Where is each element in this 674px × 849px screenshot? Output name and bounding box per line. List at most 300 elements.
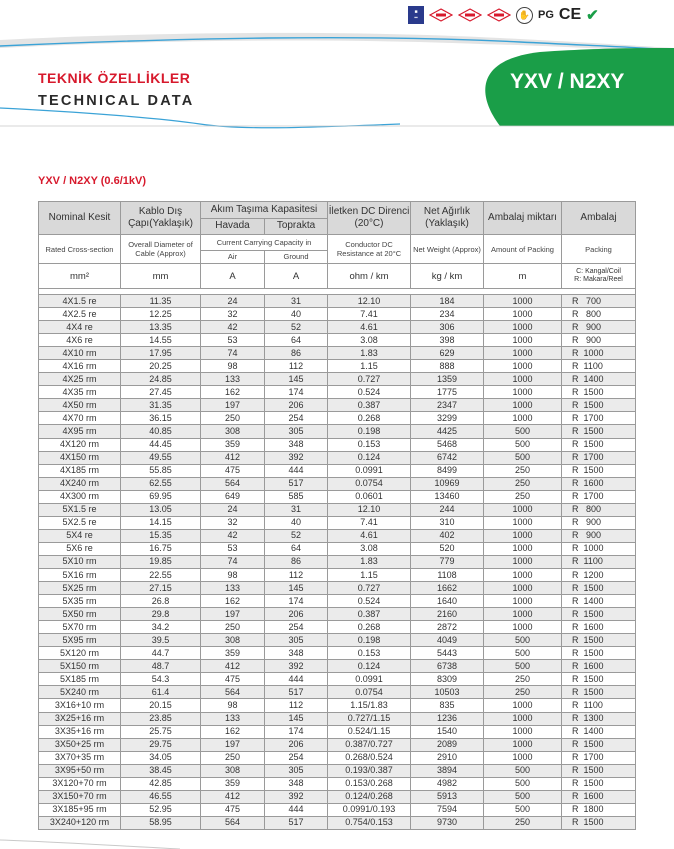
unit-weight: kg / km bbox=[411, 264, 484, 289]
cell-cross-section: 4X16 rm bbox=[39, 360, 121, 373]
cell-packing-amount: 1000 bbox=[484, 308, 562, 321]
cell-net-weight: 835 bbox=[411, 699, 484, 712]
cell-dc-resistance: 0.0754 bbox=[328, 477, 411, 490]
cell-packing-type: R 1000 bbox=[562, 347, 636, 360]
cell-net-weight: 10503 bbox=[411, 686, 484, 699]
cell-packing-type: R 1400 bbox=[562, 725, 636, 738]
cell-current-air: 359 bbox=[201, 777, 265, 790]
cell-current-air: 32 bbox=[201, 516, 265, 529]
header-air: Havada bbox=[201, 218, 265, 235]
cell-packing-type: R 1500 bbox=[562, 582, 636, 595]
cell-dc-resistance: 0.124 bbox=[328, 660, 411, 673]
cell-current-air: 564 bbox=[201, 477, 265, 490]
cell-packing-type: R 1500 bbox=[562, 425, 636, 438]
cell-packing-amount: 1000 bbox=[484, 412, 562, 425]
cell-packing-amount: 1000 bbox=[484, 529, 562, 542]
cell-cross-section: 4X185 rm bbox=[39, 464, 121, 477]
hand-mark-icon: ✋ bbox=[516, 7, 533, 24]
cell-current-ground: 64 bbox=[265, 334, 328, 347]
cell-current-air: 308 bbox=[201, 425, 265, 438]
table-row bbox=[39, 621, 636, 634]
cell-diameter: 44.7 bbox=[121, 647, 201, 660]
table-row bbox=[39, 568, 636, 581]
unit-amount: m bbox=[484, 264, 562, 289]
cell-current-air: 24 bbox=[201, 503, 265, 516]
cell-cross-section: 3X35+16 rm bbox=[39, 725, 121, 738]
cell-dc-resistance: 0.124 bbox=[328, 451, 411, 464]
cell-dc-resistance: 7.41 bbox=[328, 516, 411, 529]
cell-diameter: 52.95 bbox=[121, 803, 201, 816]
cell-net-weight: 5443 bbox=[411, 647, 484, 660]
cell-current-air: 250 bbox=[201, 751, 265, 764]
table-row bbox=[39, 686, 636, 699]
cell-current-ground: 40 bbox=[265, 308, 328, 321]
cell-packing-amount: 1000 bbox=[484, 321, 562, 334]
cell-current-ground: 174 bbox=[265, 725, 328, 738]
check-mark-icon: ✔ bbox=[586, 7, 599, 24]
table-row bbox=[39, 542, 636, 555]
header-dc: İletken DC Direnci (20°C) bbox=[328, 202, 411, 235]
table-row bbox=[39, 451, 636, 464]
diamond-badge-icon bbox=[458, 8, 482, 22]
cell-net-weight: 8309 bbox=[411, 673, 484, 686]
ce-mark-icon: CE bbox=[558, 6, 582, 23]
table-row bbox=[39, 699, 636, 712]
cell-packing-type: R 1200 bbox=[562, 568, 636, 581]
table-row bbox=[39, 790, 636, 803]
header-blue-underline bbox=[0, 108, 400, 128]
header-en-amount: Amount of Packing bbox=[484, 235, 562, 264]
cell-packing-amount: 1000 bbox=[484, 738, 562, 751]
cell-packing-amount: 1000 bbox=[484, 699, 562, 712]
cell-packing-type: R 800 bbox=[562, 308, 636, 321]
table-row bbox=[39, 438, 636, 451]
cell-packing-type: R 1500 bbox=[562, 608, 636, 621]
cell-packing-amount: 250 bbox=[484, 490, 562, 503]
cell-current-air: 359 bbox=[201, 647, 265, 660]
table-row bbox=[39, 777, 636, 790]
cell-net-weight: 3299 bbox=[411, 412, 484, 425]
table-row bbox=[39, 477, 636, 490]
cell-packing-amount: 500 bbox=[484, 790, 562, 803]
cell-diameter: 46.55 bbox=[121, 790, 201, 803]
cell-current-ground: 348 bbox=[265, 777, 328, 790]
cell-dc-resistance: 1.83 bbox=[328, 555, 411, 568]
header-packing: Ambalaj bbox=[562, 202, 636, 235]
cell-net-weight: 629 bbox=[411, 347, 484, 360]
cell-cross-section: 5X185 rm bbox=[39, 673, 121, 686]
cell-packing-amount: 500 bbox=[484, 451, 562, 464]
cell-current-ground: 31 bbox=[265, 503, 328, 516]
cell-packing-amount: 1000 bbox=[484, 503, 562, 516]
cell-packing-amount: 500 bbox=[484, 660, 562, 673]
cell-net-weight: 1540 bbox=[411, 725, 484, 738]
cell-packing-type: R 1300 bbox=[562, 712, 636, 725]
cell-current-ground: 517 bbox=[265, 477, 328, 490]
title-turkish: TEKNİK ÖZELLİKLER bbox=[38, 70, 191, 86]
cell-cross-section: 5X1.5 re bbox=[39, 503, 121, 516]
cell-packing-amount: 1000 bbox=[484, 712, 562, 725]
cell-packing-amount: 500 bbox=[484, 647, 562, 660]
cell-packing-type: R 1500 bbox=[562, 647, 636, 660]
cell-dc-resistance: 0.0754 bbox=[328, 686, 411, 699]
cell-diameter: 20.25 bbox=[121, 360, 201, 373]
cell-current-ground: 348 bbox=[265, 438, 328, 451]
cell-cross-section: 4X10 rm bbox=[39, 347, 121, 360]
table-row bbox=[39, 738, 636, 751]
table-row bbox=[39, 464, 636, 477]
cell-net-weight: 306 bbox=[411, 321, 484, 334]
cell-packing-amount: 1000 bbox=[484, 360, 562, 373]
cell-packing-type: R 1600 bbox=[562, 477, 636, 490]
cell-packing-amount: 1000 bbox=[484, 608, 562, 621]
cell-dc-resistance: 0.268 bbox=[328, 621, 411, 634]
header-ground: Toprakta bbox=[265, 218, 328, 235]
cell-net-weight: 9730 bbox=[411, 816, 484, 829]
cell-current-ground: 145 bbox=[265, 582, 328, 595]
unit-diameter: mm bbox=[121, 264, 201, 289]
cell-diameter: 38.45 bbox=[121, 764, 201, 777]
cell-cross-section: 5X25 rm bbox=[39, 582, 121, 595]
cell-net-weight: 4982 bbox=[411, 777, 484, 790]
cell-diameter: 13.35 bbox=[121, 321, 201, 334]
cell-net-weight: 8499 bbox=[411, 464, 484, 477]
cell-current-air: 133 bbox=[201, 373, 265, 386]
cell-current-air: 197 bbox=[201, 399, 265, 412]
table-row bbox=[39, 673, 636, 686]
cell-packing-type: R 1700 bbox=[562, 412, 636, 425]
cell-current-air: 98 bbox=[201, 699, 265, 712]
cell-current-ground: 585 bbox=[265, 490, 328, 503]
cell-net-weight: 1775 bbox=[411, 386, 484, 399]
cell-dc-resistance: 0.198 bbox=[328, 634, 411, 647]
cell-current-ground: 52 bbox=[265, 321, 328, 334]
cell-current-ground: 392 bbox=[265, 451, 328, 464]
table-row bbox=[39, 321, 636, 334]
header-nominal: Nominal Kesit bbox=[39, 202, 121, 235]
diamond-badge-icon bbox=[429, 8, 453, 22]
cell-current-ground: 112 bbox=[265, 568, 328, 581]
cell-packing-type: R 1400 bbox=[562, 595, 636, 608]
cell-diameter: 49.55 bbox=[121, 451, 201, 464]
cell-cross-section: 4X6 re bbox=[39, 334, 121, 347]
cell-current-air: 475 bbox=[201, 464, 265, 477]
cell-diameter: 24.85 bbox=[121, 373, 201, 386]
cell-cross-section: 5X240 rm bbox=[39, 686, 121, 699]
cell-packing-amount: 1000 bbox=[484, 582, 562, 595]
table-row bbox=[39, 751, 636, 764]
cell-diameter: 61.4 bbox=[121, 686, 201, 699]
cell-current-ground: 444 bbox=[265, 673, 328, 686]
title-english: TECHNICAL DATA bbox=[38, 93, 195, 109]
cell-packing-amount: 500 bbox=[484, 803, 562, 816]
cell-diameter: 14.55 bbox=[121, 334, 201, 347]
cell-packing-type: R 1500 bbox=[562, 738, 636, 751]
cell-packing-amount: 250 bbox=[484, 477, 562, 490]
cell-dc-resistance: 7.41 bbox=[328, 308, 411, 321]
cell-diameter: 14.15 bbox=[121, 516, 201, 529]
cell-cross-section: 3X50+25 rm bbox=[39, 738, 121, 751]
cell-diameter: 29.8 bbox=[121, 608, 201, 621]
cell-current-ground: 206 bbox=[265, 738, 328, 751]
table-row bbox=[39, 295, 636, 308]
cell-current-air: 24 bbox=[201, 295, 265, 308]
cell-cross-section: 5X16 rm bbox=[39, 568, 121, 581]
cell-cross-section: 5X4 re bbox=[39, 529, 121, 542]
cell-net-weight: 5913 bbox=[411, 790, 484, 803]
cell-packing-type: R 1100 bbox=[562, 699, 636, 712]
cell-current-ground: 145 bbox=[265, 373, 328, 386]
table-row bbox=[39, 334, 636, 347]
cell-current-ground: 40 bbox=[265, 516, 328, 529]
cell-dc-resistance: 4.61 bbox=[328, 529, 411, 542]
cell-dc-resistance: 0.524 bbox=[328, 386, 411, 399]
brand-badge-icon: ■ ▪▪ bbox=[408, 6, 424, 24]
cell-current-ground: 444 bbox=[265, 803, 328, 816]
cell-cross-section: 4X50 rm bbox=[39, 399, 121, 412]
cell-current-air: 74 bbox=[201, 555, 265, 568]
cell-packing-amount: 1000 bbox=[484, 516, 562, 529]
cell-packing-type: R 1100 bbox=[562, 555, 636, 568]
cell-dc-resistance: 1.15 bbox=[328, 360, 411, 373]
cell-cross-section: 5X120 rm bbox=[39, 647, 121, 660]
cell-current-air: 53 bbox=[201, 542, 265, 555]
cell-current-air: 98 bbox=[201, 568, 265, 581]
cell-packing-amount: 500 bbox=[484, 634, 562, 647]
header-en-diameter: Overall Diameter of Cable (Approx) bbox=[121, 235, 201, 264]
cell-current-ground: 206 bbox=[265, 608, 328, 621]
cell-current-ground: 254 bbox=[265, 621, 328, 634]
cell-packing-amount: 500 bbox=[484, 438, 562, 451]
header-amount: Ambalaj miktarı bbox=[484, 202, 562, 235]
cell-cross-section: 5X2.5 re bbox=[39, 516, 121, 529]
cell-cross-section: 4X240 rm bbox=[39, 477, 121, 490]
cell-net-weight: 244 bbox=[411, 503, 484, 516]
cell-current-ground: 174 bbox=[265, 386, 328, 399]
cell-diameter: 55.85 bbox=[121, 464, 201, 477]
cell-current-air: 197 bbox=[201, 608, 265, 621]
cell-net-weight: 2160 bbox=[411, 608, 484, 621]
cell-dc-resistance: 0.754/0.153 bbox=[328, 816, 411, 829]
cell-diameter: 27.45 bbox=[121, 386, 201, 399]
cell-diameter: 22.55 bbox=[121, 568, 201, 581]
table-row bbox=[39, 712, 636, 725]
cell-current-air: 74 bbox=[201, 347, 265, 360]
cell-net-weight: 3894 bbox=[411, 764, 484, 777]
cell-diameter: 36.15 bbox=[121, 412, 201, 425]
cell-cross-section: 4X95 rm bbox=[39, 425, 121, 438]
cell-packing-type: R 1500 bbox=[562, 777, 636, 790]
cell-net-weight: 310 bbox=[411, 516, 484, 529]
cell-diameter: 62.55 bbox=[121, 477, 201, 490]
cell-diameter: 17.95 bbox=[121, 347, 201, 360]
cell-diameter: 16.75 bbox=[121, 542, 201, 555]
cell-net-weight: 6742 bbox=[411, 451, 484, 464]
cell-packing-amount: 1000 bbox=[484, 751, 562, 764]
cell-cross-section: 4X1.5 re bbox=[39, 295, 121, 308]
cell-dc-resistance: 0.524 bbox=[328, 595, 411, 608]
cell-packing-type: R 900 bbox=[562, 321, 636, 334]
technical-data-table bbox=[38, 201, 636, 830]
cell-packing-amount: 1000 bbox=[484, 334, 562, 347]
header-diameter: Kablo Dış Çapı(Yaklaşık) bbox=[121, 202, 201, 235]
cell-dc-resistance: 0.268 bbox=[328, 412, 411, 425]
cell-diameter: 23.85 bbox=[121, 712, 201, 725]
cell-cross-section: 3X70+35 rm bbox=[39, 751, 121, 764]
header-en-ground: Ground bbox=[265, 250, 328, 263]
cell-packing-amount: 250 bbox=[484, 816, 562, 829]
cell-cross-section: 5X50 rm bbox=[39, 608, 121, 621]
cell-cross-section: 5X70 rm bbox=[39, 621, 121, 634]
table-row bbox=[39, 490, 636, 503]
cell-net-weight: 1108 bbox=[411, 568, 484, 581]
table-row bbox=[39, 308, 636, 321]
table-row bbox=[39, 725, 636, 738]
cell-dc-resistance: 0.387 bbox=[328, 608, 411, 621]
table-row bbox=[39, 399, 636, 412]
cell-packing-type: R 1800 bbox=[562, 803, 636, 816]
cell-packing-type: R 1100 bbox=[562, 360, 636, 373]
cell-cross-section: 4X120 rm bbox=[39, 438, 121, 451]
table-row bbox=[39, 503, 636, 516]
cell-diameter: 26.8 bbox=[121, 595, 201, 608]
cell-current-ground: 392 bbox=[265, 790, 328, 803]
table-subtitle: YXV / N2XY (0.6/1kV) bbox=[38, 175, 147, 187]
cell-packing-amount: 1000 bbox=[484, 295, 562, 308]
footer-swoosh bbox=[0, 838, 674, 849]
header-en-weight: Net Weight (Approx) bbox=[411, 235, 484, 264]
table-row bbox=[39, 373, 636, 386]
cell-packing-amount: 250 bbox=[484, 464, 562, 477]
cell-cross-section: 5X10 rm bbox=[39, 555, 121, 568]
cell-current-ground: 86 bbox=[265, 347, 328, 360]
cell-packing-type: R 1500 bbox=[562, 816, 636, 829]
cell-dc-resistance: 1.15 bbox=[328, 568, 411, 581]
cell-current-air: 649 bbox=[201, 490, 265, 503]
cell-current-ground: 206 bbox=[265, 399, 328, 412]
table-row bbox=[39, 660, 636, 673]
cell-cross-section: 3X120+70 rm bbox=[39, 777, 121, 790]
cell-packing-amount: 500 bbox=[484, 764, 562, 777]
cell-packing-amount: 500 bbox=[484, 777, 562, 790]
header-en-nominal: Rated Cross-section bbox=[39, 235, 121, 264]
cell-current-ground: 517 bbox=[265, 686, 328, 699]
cell-dc-resistance: 3.08 bbox=[328, 334, 411, 347]
cell-diameter: 29.75 bbox=[121, 738, 201, 751]
table-row bbox=[39, 582, 636, 595]
cell-net-weight: 6738 bbox=[411, 660, 484, 673]
cell-current-air: 359 bbox=[201, 438, 265, 451]
cell-diameter: 42.85 bbox=[121, 777, 201, 790]
table-row bbox=[39, 816, 636, 829]
cell-packing-type: R 1500 bbox=[562, 399, 636, 412]
cell-current-air: 197 bbox=[201, 738, 265, 751]
table-row bbox=[39, 595, 636, 608]
cell-cross-section: 5X95 rm bbox=[39, 634, 121, 647]
cell-current-air: 475 bbox=[201, 803, 265, 816]
cell-current-air: 412 bbox=[201, 660, 265, 673]
cell-current-ground: 517 bbox=[265, 816, 328, 829]
cell-current-ground: 112 bbox=[265, 699, 328, 712]
cell-net-weight: 2089 bbox=[411, 738, 484, 751]
cell-packing-type: R 1600 bbox=[562, 621, 636, 634]
header-en-packing: Packing bbox=[562, 235, 636, 264]
cell-dc-resistance: 3.08 bbox=[328, 542, 411, 555]
cell-diameter: 20.15 bbox=[121, 699, 201, 712]
table-row bbox=[39, 412, 636, 425]
cell-current-air: 133 bbox=[201, 582, 265, 595]
cell-packing-amount: 250 bbox=[484, 686, 562, 699]
cell-current-ground: 52 bbox=[265, 529, 328, 542]
cell-current-air: 53 bbox=[201, 334, 265, 347]
cell-current-air: 162 bbox=[201, 725, 265, 738]
cell-dc-resistance: 0.727 bbox=[328, 373, 411, 386]
cell-dc-resistance: 0.153 bbox=[328, 438, 411, 451]
cell-current-ground: 254 bbox=[265, 751, 328, 764]
unit-dc: ohm / km bbox=[328, 264, 411, 289]
cell-cross-section: 5X6 re bbox=[39, 542, 121, 555]
cell-dc-resistance: 1.83 bbox=[328, 347, 411, 360]
cell-current-air: 308 bbox=[201, 764, 265, 777]
cell-diameter: 25.75 bbox=[121, 725, 201, 738]
unit-packing-reel: R: Makara/Reel bbox=[574, 276, 623, 283]
cell-dc-resistance: 0.153/0.268 bbox=[328, 777, 411, 790]
cell-net-weight: 10969 bbox=[411, 477, 484, 490]
cell-net-weight: 7594 bbox=[411, 803, 484, 816]
header-en-dc: Conductor DC Resistance at 20°C bbox=[328, 235, 411, 264]
cell-diameter: 34.05 bbox=[121, 751, 201, 764]
cell-current-air: 475 bbox=[201, 673, 265, 686]
cell-current-air: 308 bbox=[201, 634, 265, 647]
cell-net-weight: 2872 bbox=[411, 621, 484, 634]
cell-dc-resistance: 0.153 bbox=[328, 647, 411, 660]
cell-cross-section: 4X4 re bbox=[39, 321, 121, 334]
cell-net-weight: 1640 bbox=[411, 595, 484, 608]
cell-diameter: 40.85 bbox=[121, 425, 201, 438]
cell-diameter: 48.7 bbox=[121, 660, 201, 673]
cell-packing-type: R 1500 bbox=[562, 386, 636, 399]
cell-current-air: 412 bbox=[201, 790, 265, 803]
cell-dc-resistance: 0.0991 bbox=[328, 673, 411, 686]
product-code: YXV / N2XY bbox=[510, 70, 625, 93]
cell-net-weight: 13460 bbox=[411, 490, 484, 503]
cell-cross-section: 5X35 rm bbox=[39, 595, 121, 608]
table-row bbox=[39, 425, 636, 438]
cell-packing-amount: 250 bbox=[484, 673, 562, 686]
cell-current-ground: 174 bbox=[265, 595, 328, 608]
cell-cross-section: 3X95+50 rm bbox=[39, 764, 121, 777]
cell-packing-type: R 1500 bbox=[562, 673, 636, 686]
cell-current-air: 250 bbox=[201, 621, 265, 634]
cell-net-weight: 5468 bbox=[411, 438, 484, 451]
diamond-badge-icon bbox=[487, 8, 511, 22]
cell-current-air: 564 bbox=[201, 816, 265, 829]
cell-diameter: 12.25 bbox=[121, 308, 201, 321]
cell-current-air: 564 bbox=[201, 686, 265, 699]
cell-dc-resistance: 0.387 bbox=[328, 399, 411, 412]
cell-cross-section: 3X16+10 rm bbox=[39, 699, 121, 712]
cell-current-ground: 112 bbox=[265, 360, 328, 373]
cell-net-weight: 234 bbox=[411, 308, 484, 321]
unit-air: A bbox=[201, 264, 265, 289]
cell-net-weight: 1359 bbox=[411, 373, 484, 386]
table-row bbox=[39, 555, 636, 568]
cell-diameter: 39.5 bbox=[121, 634, 201, 647]
cell-cross-section: 4X300 rm bbox=[39, 490, 121, 503]
cell-dc-resistance: 0.268/0.524 bbox=[328, 751, 411, 764]
cell-cross-section: 4X150 rm bbox=[39, 451, 121, 464]
header-weight: Net Ağırlık (Yaklaşık) bbox=[411, 202, 484, 235]
